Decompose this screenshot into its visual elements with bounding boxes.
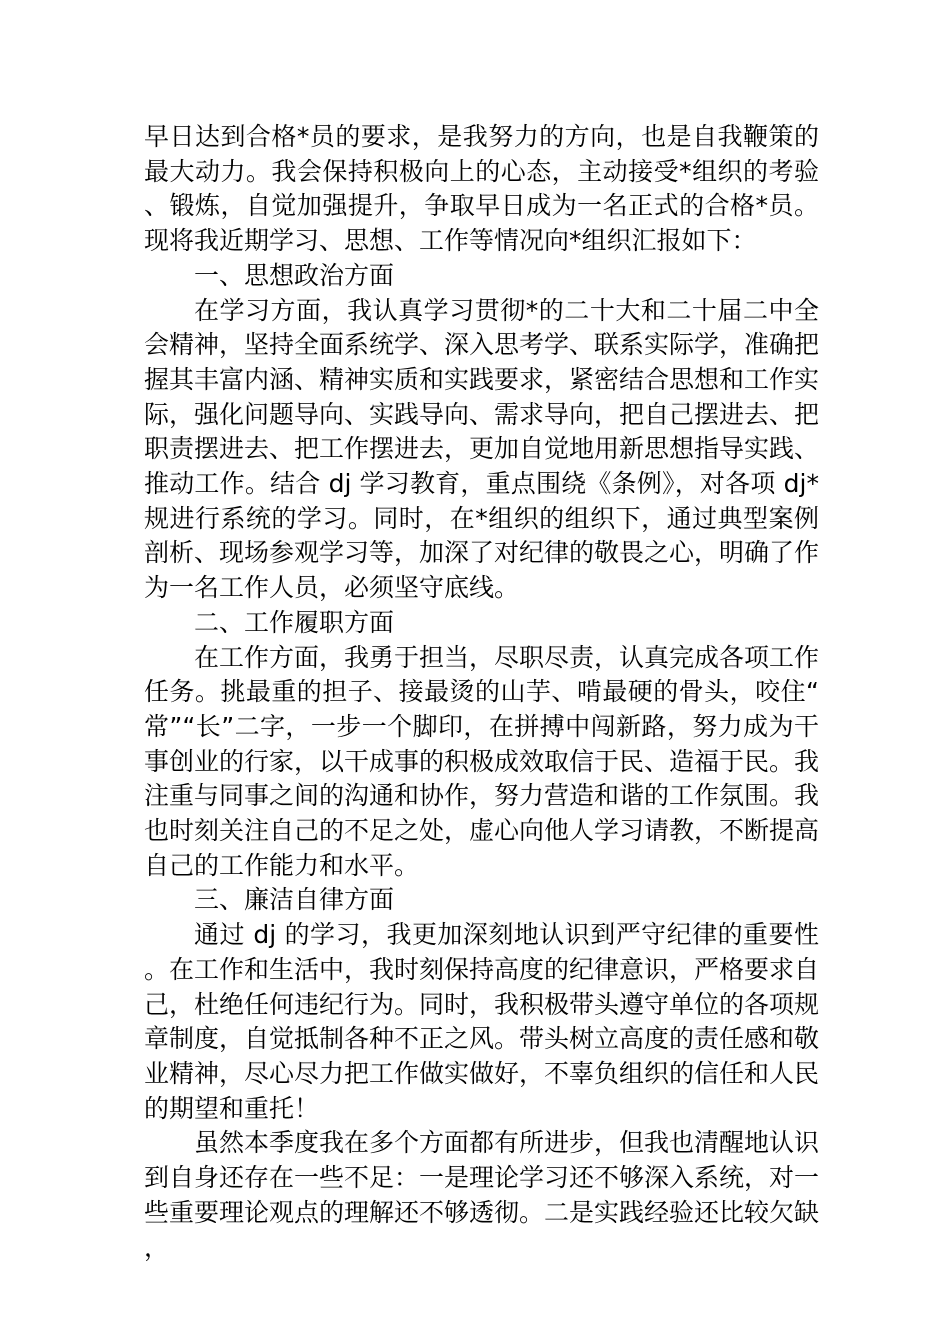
section-heading-ideology: 一、思想政治方面 (194, 260, 395, 290)
paragraph-ideology: 在学习方面，我认真学习贯彻*的二十大和二十届二中全会精神，坚持全面系统学、深入思考学、联系实际学，准确把握其丰富内涵、精神实质和实践要求，紧密结合思想和工作实际，强化问题导向、实践导向、需求导向，把自己摆进去、把职责摆进去、把工作摆进去，更加自觉地用新思想指导实践、推动工作。结合 dj 学习教育，重点围绕《条例》，对各项 dj*规进行系统的学习。同时，在*组织的组织下，通过典型案例剖析、现场参观学习等，加深了对纪律的敬畏之心，明确了作为一名工作人员，必须坚守底线。 (144, 295, 820, 603)
paragraph-work: 在工作方面，我勇于担当，尽职尽责，认真完成各项工作任务。挑最重的担子、接最烫的山芋、啃最硬的骨头，咬住“常”“长”二字，一步一个脚印，在拼搏中闯新路，努力成为干事创业的行家，以干成事的积极成效取信于民、造福于民。我注重与同事之间的沟通和协作，努力营造和谐的工作氛围。我也时刻关注自己的不足之处，虚心向他人学习请教，不断提高自己的工作能力和水平。 (144, 642, 820, 880)
section-heading-integrity: 三、廉洁自律方面 (194, 885, 395, 915)
paragraph-integrity: 通过 dj 的学习，我更加深刻地认识到严守纪律的重要性。在工作和生活中，我时刻保持高度的纪律意识，严格要求自己，杜绝任何违纪行为。同时，我积极带头遵守单位的各项规章制度，自觉抵制各种不正之风。带头树立高度的责任感和敬业精神，尽心尽力把工作做实做好，不辜负组织的信任和人民的期望和重托！ (144, 920, 820, 1123)
paragraph-intro: 早日达到合格*员的要求，是我努力的方向，也是自我鞭策的最大动力。我会保持积极向上的心态，主动接受*组织的考验、锻炼，自觉加强提升，争取早日成为一名正式的合格*员。现将我近期学习、思想、工作等情况向*组织汇报如下： (144, 122, 819, 256)
section-heading-work: 二、工作履职方面 (194, 607, 395, 637)
paragraph-shortcomings: 虽然本季度我在多个方面都有所进步，但我也清醒地认识到自身还存在一些不足：一是理论学习还不够深入系统，对一些重要理论观点的理解还不够透彻。二是实践经验还比较欠缺， (144, 1128, 820, 1262)
document-body (144, 120, 819, 1265)
